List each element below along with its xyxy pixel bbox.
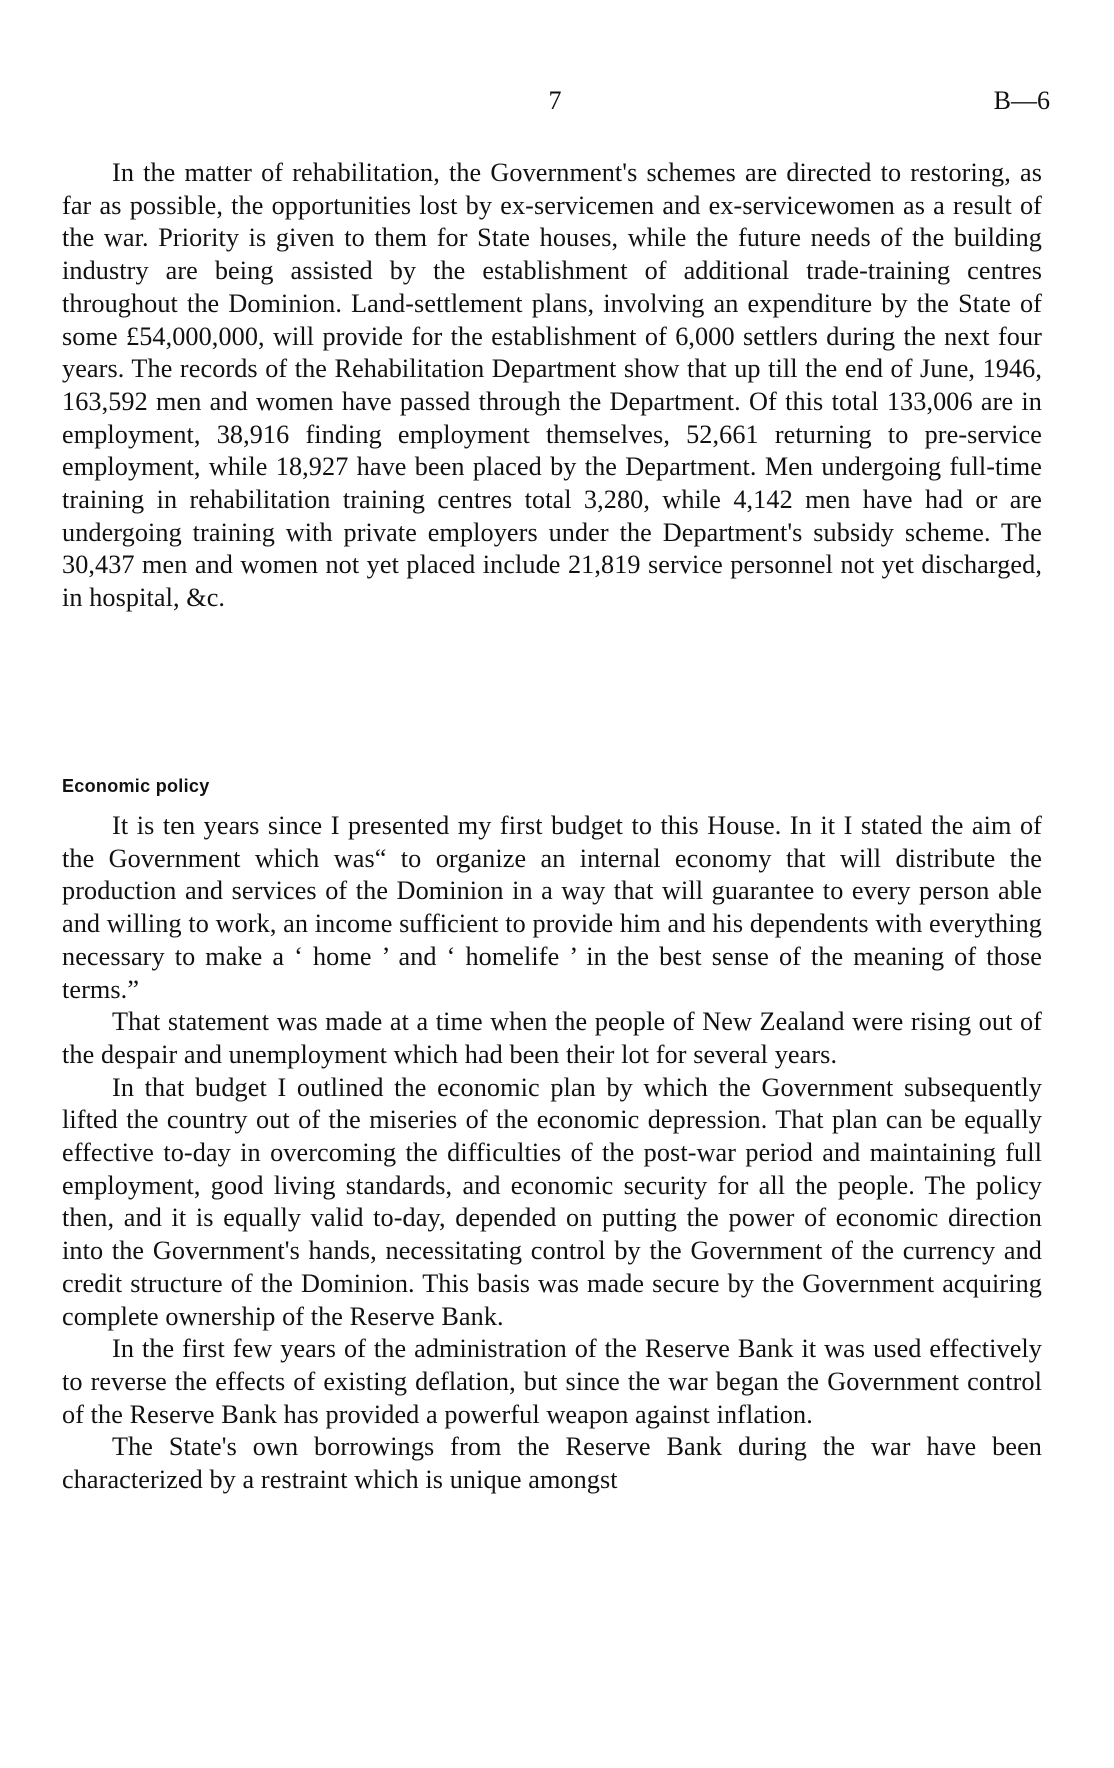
document-reference: B—6 bbox=[993, 86, 1050, 115]
section-heading: Economic policy bbox=[62, 776, 210, 796]
paragraph: That statement was made at a time when the people of New Zealand were rising out of the despair and unemployment which had been their lot for several years. bbox=[62, 1007, 1042, 1069]
paragraph: The State's own borrowings from the Reserve Bank during the war have been characterized by a restraint which is unique amongst bbox=[62, 1432, 1042, 1495]
paragraph: It is ten years since I presented my first budget to this House. In it I stated the aim of the Government which was“ to organize an internal economy that will distribute the production and services of the Dominion in a way that will guarantee to every person able and willing to work, an income sufficient to provide him and his dependents with everything necessary to make a ‘ home ’ and ‘ homelife ’ in the best sense of the meaning of those terms.” bbox=[62, 811, 1042, 1004]
page-number: 7 bbox=[548, 86, 562, 115]
rehabilitation-section bbox=[62, 157, 1042, 615]
economic-policy-section bbox=[62, 810, 1042, 1497]
paragraph: In the matter of rehabilitation, the Government's schemes are directed to restoring, as far as possible, the opportunities lost by ex-servicemen and ex-servicewomen as a result of the war. Priority is given to them for State houses, while the future needs of the building industry are being assisted by the establishment of additional trade-training centres throughout the Dominion. Land-settlement plans, involving an expenditure by the State of some £54,000,000, will provide for the establishment of 6,000 settlers during the next four years. The records of the Rehabilitation Department show that up till the end of June, 1946, 163,592 men and women have passed through the Department. Of this total 133,006 are in employment, 38,916 finding employment themselves, 52,661 returning to pre-service employment, while 18,927 have been placed by the Department. Men undergoing full-time training in rehabilitation training centres total 3,280, while 4,142 men have had or are undergoing training with private employers under the Department's subsidy scheme. The 30,437 men and women not yet placed include 21,819 service personnel not yet discharged, in hospital, &c. bbox=[62, 158, 1042, 613]
page-header bbox=[60, 86, 1050, 126]
paragraph: In the first few years of the administration of the Reserve Bank it was used effectively to reverse the effects of existing deflation, but since the war began the Government control of the Reserve Bank has provided a powerful weapon against inflation. bbox=[62, 1334, 1042, 1429]
paragraph: In that budget I outlined the economic plan by which the Government subsequently lifted the country out of the miseries of the economic depression. That plan can be equally effective to-day in overcoming the difficulties of the post-war period and maintaining full employment, good living standards, and economic security for all the people. The policy then, and it is equally valid to-day, depended on putting the power of economic direction into the Government's hands, necessitating control by the Government of the currency and credit structure of the Dominion. This basis was made secure by the Government acquiring complete ownership of the Reserve Bank. bbox=[62, 1072, 1042, 1331]
